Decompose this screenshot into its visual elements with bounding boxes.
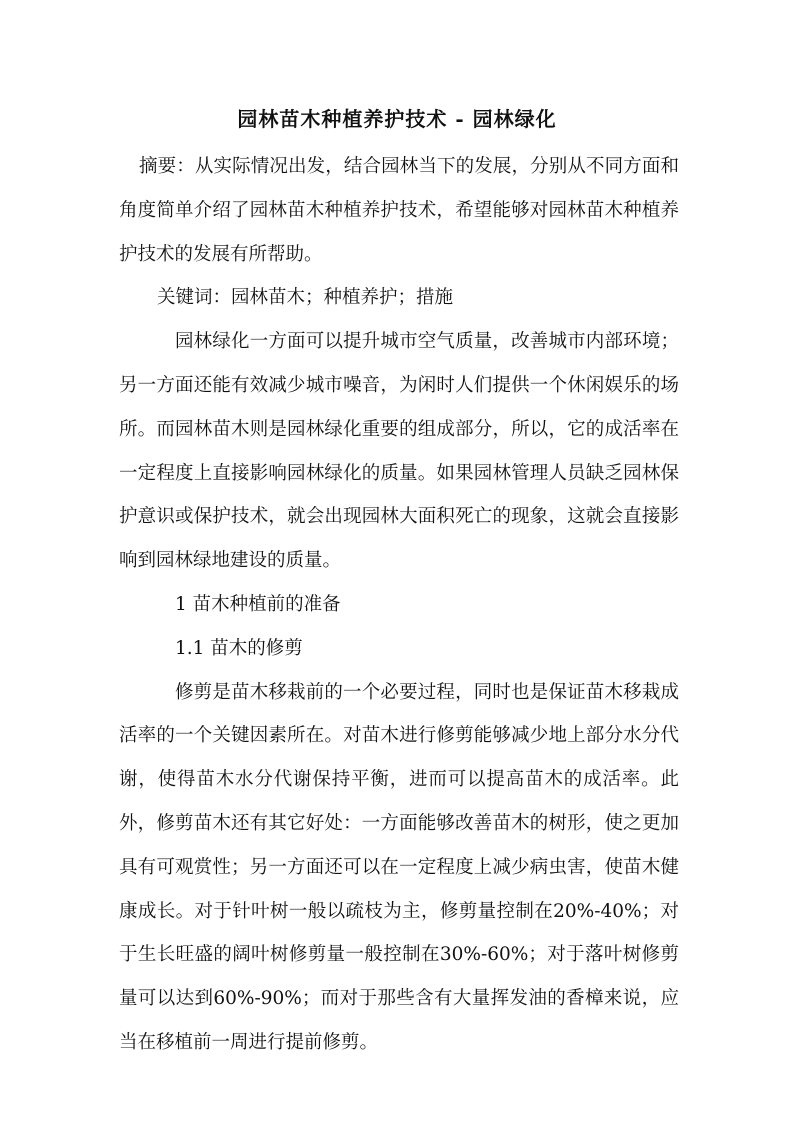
pruning-paragraph: 修剪是苗木移栽前的一个必要过程，同时也是保证苗木移栽成活率的一个关键因素所在。对苗木进行修剪能够减少地上部分水分代谢，使得苗木水分代谢保持平衡，进而可以提高苗木的成活率。此外，修剪苗木还有其它好处：一方面能够改善苗木的树形，使之更加具有可观赏性；另一方面还可以在一定程度上减少病虫害，使苗木健康成长。对于针叶树一般以疏枝为主，修剪量控制在20%-40%；对于生长旺盛的阔叶树修剪量一般控制在30%-60%；对于落叶树修剪量可以达到60%-90%；而对于那些含有大量挥发油的香樟来说，应当在移植前一周进行提前修剪。 (119, 681, 679, 1053)
document-title: 园林苗木种植养护技术 - 园林绿化 (237, 107, 557, 131)
abstract-paragraph: 摘要：从实际情况出发，结合园林当下的发展，分别从不同方面和角度简单介绍了园林苗木种植养护技术，希望能够对园林苗木种植养护技术的发展有所帮助。 (119, 156, 679, 265)
section-heading-1: 1 苗木种植前的准备 (175, 593, 341, 615)
intro-paragraph: 园林绿化一方面可以提升城市空气质量，改善城市内部环境；另一方面还能有效减少城市噪音，为闲时人们提供一个休闲娱乐的场所。而园林苗木则是园林绿化重要的组成部分，所以，它的成活率在一定程度上直接影响园林绿化的质量。如果园林管理人员缺乏园林保护意识或保护技术，就会出现园林大面积死亡的现象，这就会直接影响到园林绿地建设的质量。 (119, 331, 679, 572)
document-body (119, 145, 679, 1065)
subsection-heading-1-1: 1.1 苗木的修剪 (175, 637, 303, 659)
keywords-paragraph: 关键词：园林苗木；种植养护；措施 (157, 287, 454, 309)
